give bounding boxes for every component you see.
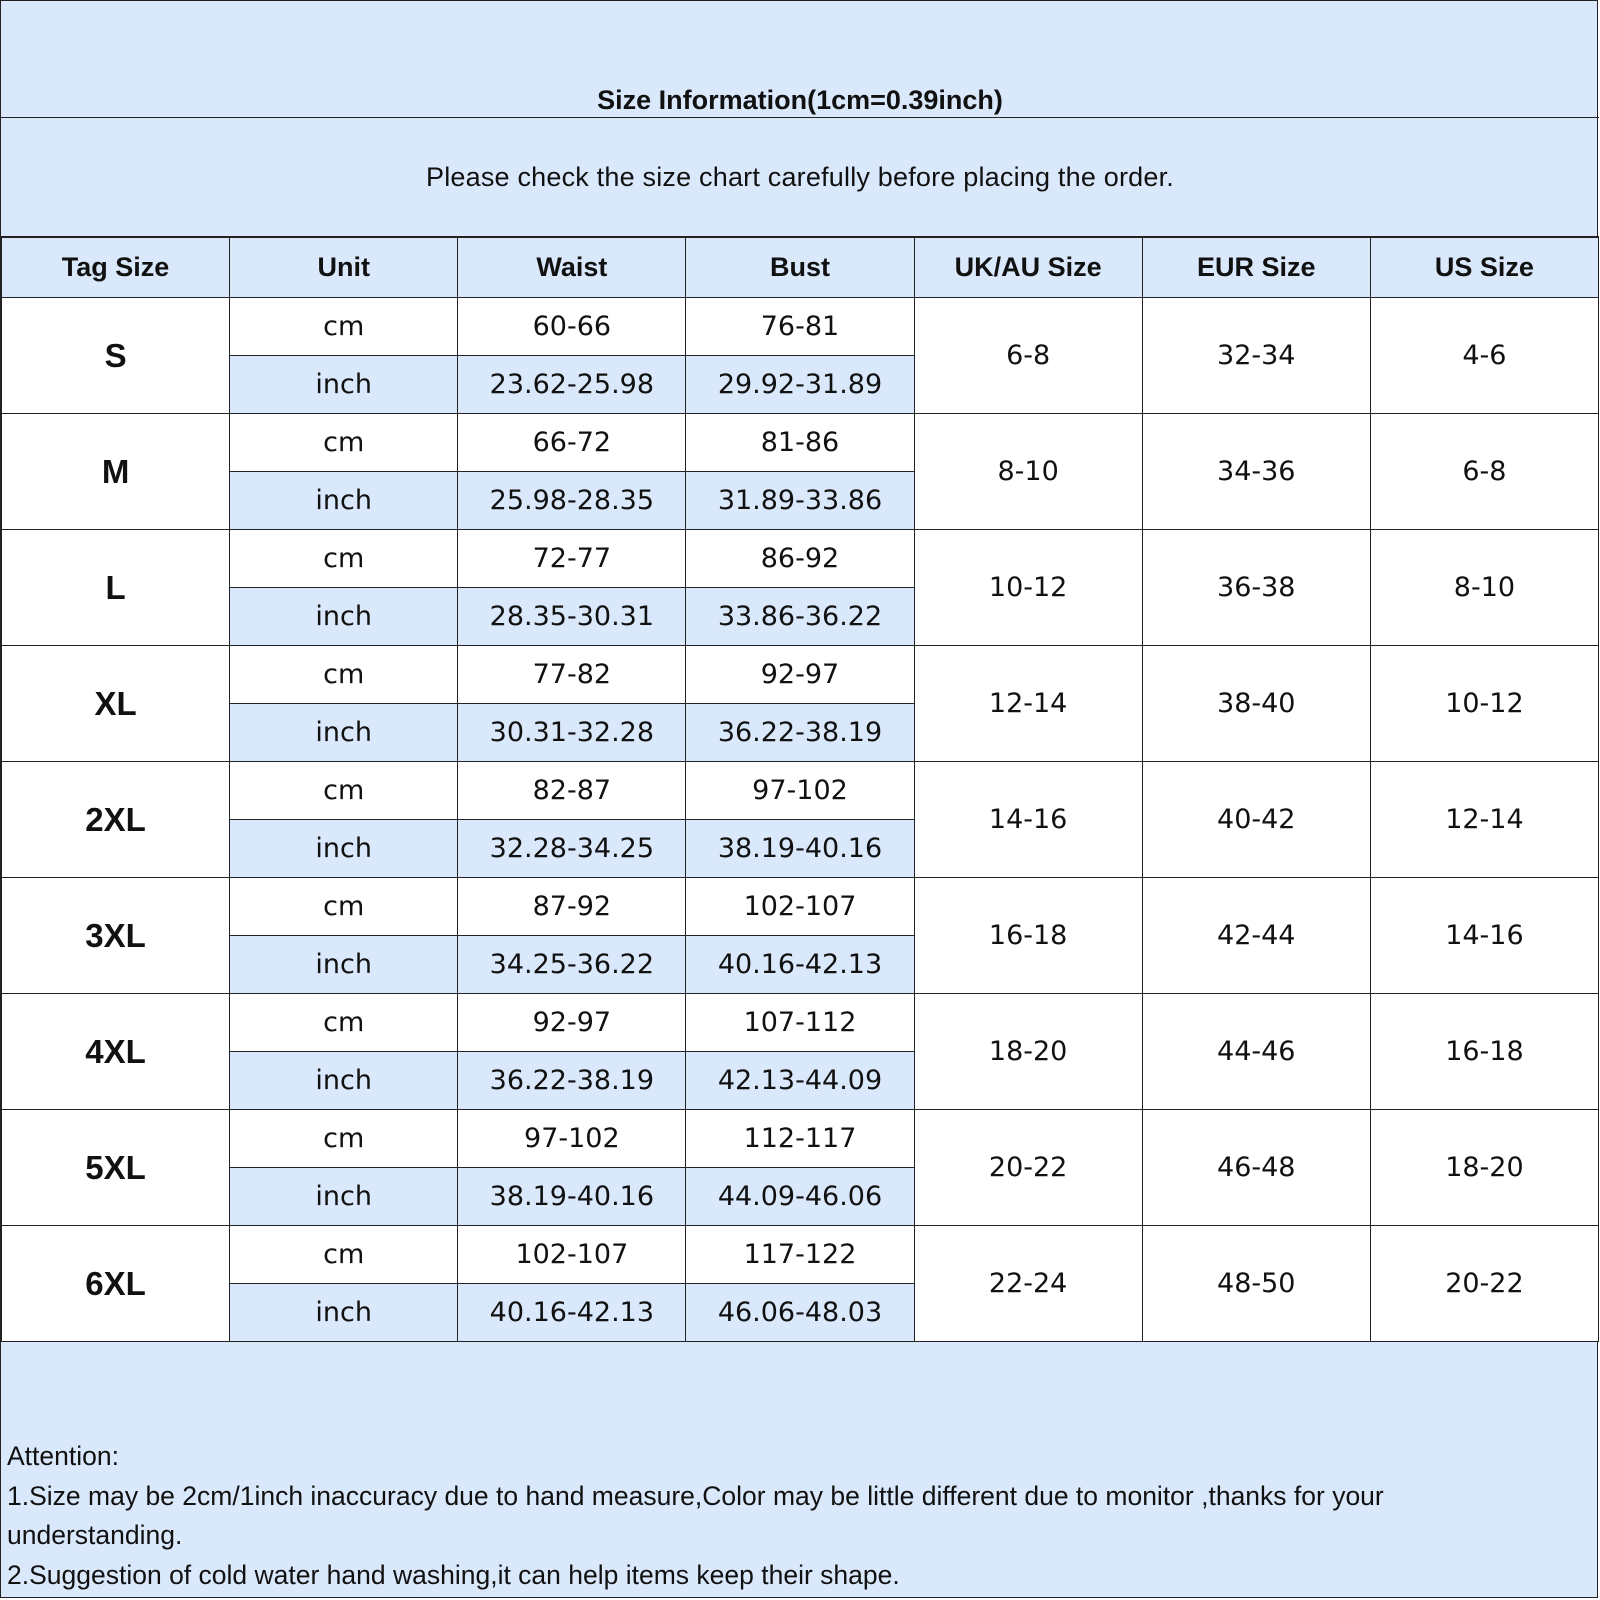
waist-cell: 72-77 (458, 530, 686, 588)
bust-cell: 97-102 (686, 762, 914, 820)
uk-au-size-cell: 6-8 (914, 298, 1142, 414)
unit-cell: cm (230, 414, 458, 472)
tag-size-cell: XL (2, 646, 230, 762)
bust-cell: 92-97 (686, 646, 914, 704)
us-size-cell: 12-14 (1370, 762, 1598, 878)
table-body (2, 298, 1599, 1342)
eur-size-cell: 44-46 (1142, 994, 1370, 1110)
eur-size-cell: 36-38 (1142, 530, 1370, 646)
us-size-cell: 8-10 (1370, 530, 1598, 646)
waist-cell: 32.28-34.25 (458, 820, 686, 878)
us-size-cell: 4-6 (1370, 298, 1598, 414)
tag-size-cell: 3XL (2, 878, 230, 994)
us-size-cell: 14-16 (1370, 878, 1598, 994)
note-line: 2.Suggestion of cold water hand washing,it can help items keep their shape. (7, 1559, 900, 1590)
header-row (2, 238, 1599, 298)
eur-size-cell: 40-42 (1142, 762, 1370, 878)
tag-size-cell: 5XL (2, 1110, 230, 1226)
header-bust: Bust (686, 238, 914, 298)
waist-cell: 38.19-40.16 (458, 1168, 686, 1226)
uk-au-size-cell: 10-12 (914, 530, 1142, 646)
uk-au-size-cell: 22-24 (914, 1226, 1142, 1342)
uk-au-size-cell: 14-16 (914, 762, 1142, 878)
chart-subtitle: Please check the size chart carefully before placing the order. (1, 118, 1599, 237)
header-us-size: US Size (1370, 238, 1598, 298)
note-line: 1.Size may be 2cm/1inch inaccuracy due to hand measure,Color may be little different due to monitor ,thanks for your (7, 1480, 1384, 1511)
unit-cell: inch (230, 1052, 458, 1110)
bust-cell: 42.13-44.09 (686, 1052, 914, 1110)
waist-cell: 30.31-32.28 (458, 704, 686, 762)
eur-size-cell: 38-40 (1142, 646, 1370, 762)
tag-size-cell: M (2, 414, 230, 530)
eur-size-cell: 42-44 (1142, 878, 1370, 994)
unit-cell: cm (230, 1226, 458, 1284)
unit-cell: inch (230, 588, 458, 646)
header-waist: Waist (458, 238, 686, 298)
size-table (1, 237, 1599, 1342)
tag-size-cell: 6XL (2, 1226, 230, 1342)
bust-cell: 86-92 (686, 530, 914, 588)
bust-cell: 107-112 (686, 994, 914, 1052)
tag-size-cell: 4XL (2, 994, 230, 1110)
uk-au-size-cell: 16-18 (914, 878, 1142, 994)
us-size-cell: 10-12 (1370, 646, 1598, 762)
unit-cell: cm (230, 530, 458, 588)
unit-cell: inch (230, 936, 458, 994)
us-size-cell: 16-18 (1370, 994, 1598, 1110)
unit-cell: inch (230, 1284, 458, 1342)
waist-cell: 77-82 (458, 646, 686, 704)
unit-cell: inch (230, 820, 458, 878)
bust-cell: 76-81 (686, 298, 914, 356)
waist-cell: 82-87 (458, 762, 686, 820)
table-row (2, 530, 1599, 588)
waist-cell: 102-107 (458, 1226, 686, 1284)
bust-cell: 44.09-46.06 (686, 1168, 914, 1226)
waist-cell: 60-66 (458, 298, 686, 356)
tag-size-cell: S (2, 298, 230, 414)
table-row (2, 1226, 1599, 1284)
note-line: understanding. (7, 1520, 183, 1550)
bust-cell: 40.16-42.13 (686, 936, 914, 994)
bust-cell: 102-107 (686, 878, 914, 936)
bust-cell: 31.89-33.86 (686, 472, 914, 530)
eur-size-cell: 46-48 (1142, 1110, 1370, 1226)
bust-cell: 29.92-31.89 (686, 356, 914, 414)
unit-cell: inch (230, 1168, 458, 1226)
chart-title: Size Information(1cm=0.39inch) (1, 1, 1599, 118)
bust-cell: 36.22-38.19 (686, 704, 914, 762)
tag-size-cell: L (2, 530, 230, 646)
table-row (2, 994, 1599, 1052)
eur-size-cell: 32-34 (1142, 298, 1370, 414)
bust-cell: 117-122 (686, 1226, 914, 1284)
bust-cell: 33.86-36.22 (686, 588, 914, 646)
unit-cell: inch (230, 704, 458, 762)
us-size-cell: 20-22 (1370, 1226, 1598, 1342)
header-unit: Unit (230, 238, 458, 298)
waist-cell: 66-72 (458, 414, 686, 472)
us-size-cell: 6-8 (1370, 414, 1598, 530)
unit-cell: cm (230, 878, 458, 936)
table-row (2, 414, 1599, 472)
unit-cell: cm (230, 646, 458, 704)
eur-size-cell: 48-50 (1142, 1226, 1370, 1342)
table-row (2, 298, 1599, 356)
table-row (2, 762, 1599, 820)
us-size-cell: 18-20 (1370, 1110, 1598, 1226)
uk-au-size-cell: 18-20 (914, 994, 1142, 1110)
uk-au-size-cell: 20-22 (914, 1110, 1142, 1226)
header-eur-size: EUR Size (1142, 238, 1370, 298)
unit-cell: inch (230, 356, 458, 414)
unit-cell: cm (230, 994, 458, 1052)
unit-cell: cm (230, 762, 458, 820)
waist-cell: 34.25-36.22 (458, 936, 686, 994)
attention-notes (7, 1437, 1587, 1595)
table-row (2, 646, 1599, 704)
waist-cell: 40.16-42.13 (458, 1284, 686, 1342)
waist-cell: 25.98-28.35 (458, 472, 686, 530)
waist-cell: 36.22-38.19 (458, 1052, 686, 1110)
eur-size-cell: 34-36 (1142, 414, 1370, 530)
header-tag-size: Tag Size (2, 238, 230, 298)
header-uk-au-size: UK/AU Size (914, 238, 1142, 298)
unit-cell: cm (230, 1110, 458, 1168)
bust-cell: 38.19-40.16 (686, 820, 914, 878)
waist-cell: 87-92 (458, 878, 686, 936)
unit-cell: cm (230, 298, 458, 356)
bust-cell: 112-117 (686, 1110, 914, 1168)
tag-size-cell: 2XL (2, 762, 230, 878)
table-row (2, 1110, 1599, 1168)
uk-au-size-cell: 12-14 (914, 646, 1142, 762)
uk-au-size-cell: 8-10 (914, 414, 1142, 530)
waist-cell: 23.62-25.98 (458, 356, 686, 414)
unit-cell: inch (230, 472, 458, 530)
waist-cell: 28.35-30.31 (458, 588, 686, 646)
waist-cell: 97-102 (458, 1110, 686, 1168)
bust-cell: 81-86 (686, 414, 914, 472)
note-heading: Attention: (7, 1441, 119, 1471)
bust-cell: 46.06-48.03 (686, 1284, 914, 1342)
waist-cell: 92-97 (458, 994, 686, 1052)
table-row (2, 878, 1599, 936)
